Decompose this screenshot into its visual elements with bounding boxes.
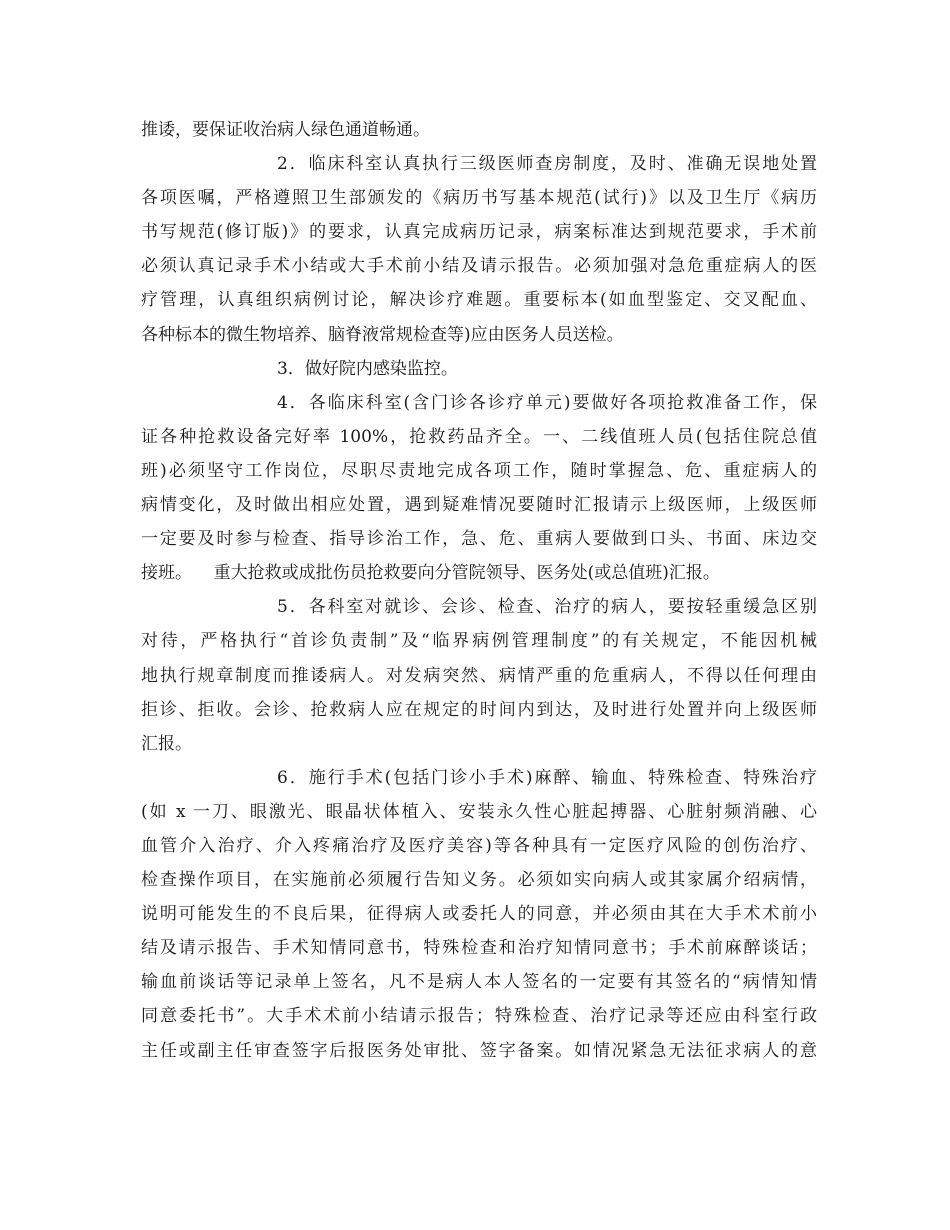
text-line: 结及请示报告、手术知情同意书，特殊检查和治疗知情同意书；手术前麻醉谈话； — [141, 938, 817, 959]
text-line: 各种标本的微生物培养、脑脊液常规检查等)应由医务人员送检。 — [141, 324, 624, 345]
text-line: 疗管理，认真组织病例讨论，解决诊疗难题。重要标本(如血型鉴定、交叉配血、 — [141, 290, 817, 311]
text-line: 一定要及时参与检查、指导诊治工作，急、危、重病人要做到口头、书面、床边交 — [141, 529, 817, 550]
text-line: 书写规范(修订版)》的要求，认真完成病历记录，病案标准达到规范要求，手术前 — [141, 222, 817, 243]
body-text — [141, 113, 817, 1068]
text-line: 病情变化，及时做出相应处置，遇到疑难情况要随时汇报请示上级医师，上级医师 — [141, 495, 817, 516]
text-line: 说明可能发生的不良后果，征得病人或委托人的同意，并必须由其在大手术术前小 — [141, 904, 817, 925]
text-line-item-2: 2．临床科室认真执行三级医师查房制度，及时、准确无误地处置 — [277, 154, 817, 175]
text-line: 同意委托书”。大手术术前小结请示报告；特殊检查、治疗记录等还应由科室行政 — [141, 1006, 817, 1027]
text-line-item-6: 6．施行手术(包括门诊小手术)麻醉、输血、特殊检查、特殊治疗 — [277, 767, 817, 788]
text-line-item-5: 5．各科室对就诊、会诊、检查、治疗的病人，要按轻重缓急区别 — [277, 597, 817, 618]
text-line: 血管介入治疗、介入疼痛治疗及医疗美容)等各种具有一定医疗风险的创伤治疗、 — [141, 835, 817, 856]
text-line: 主任或副主任审查签字后报医务处审批、签字备案。如情况紧急无法征求病人的意 — [141, 1040, 817, 1061]
text-line: 拒诊、拒收。会诊、抢救病人应在规定的时间内到达，及时进行处置并向上级医师 — [141, 699, 817, 720]
text-line: 各项医嘱，严格遵照卫生部颁发的《病历书写基本规范(试行)》以及卫生厅《病历 — [141, 188, 817, 209]
text-line: 证各种抢救设备完好率 100%，抢救药品齐全。一、二线值班人员(包括住院总值 — [141, 426, 817, 447]
text-line: 检查操作项目，在实施前必须履行告知义务。必须如实向病人或其家属介绍病情， — [141, 870, 817, 891]
text-line: 对待，严格执行“首诊负责制”及“临界病例管理制度”的有关规定，不能因机械 — [141, 631, 817, 652]
text-line-item-3: 3．做好院内感染监控。 — [277, 358, 458, 379]
text-line: (如 x 一刀、眼激光、眼晶状体植入、安装永久性心脏起搏器、心脏射频消融、心 — [141, 801, 817, 822]
text-line: 推诿，要保证收治病人绿色通道畅通。 — [141, 120, 430, 140]
text-line-item-4: 4．各临床科室(含门诊各诊疗单元)要做好各项抢救准备工作，保 — [277, 392, 817, 413]
text-line: 班)必须坚守工作岗位，尽职尽责地完成各项工作，随时掌握急、危、重症病人的 — [141, 460, 817, 481]
text-line: 输血前谈话等记录单上签名，凡不是病人本人签名的一定要有其签名的“病情知情 — [141, 972, 817, 993]
text-line: 接班。 重大抢救或成批伤员抢救要向分管院领导、医务处(或总值班)汇报。 — [141, 563, 720, 584]
text-line: 必须认真记录手术小结或大手术前小结及请示报告。必须加强对急危重症病人的医 — [141, 256, 817, 277]
text-line: 汇报。 — [141, 733, 192, 754]
text-line: 地执行规章制度而推诿病人。对发病突然、病情严重的危重病人，不得以任何理由 — [141, 665, 817, 686]
